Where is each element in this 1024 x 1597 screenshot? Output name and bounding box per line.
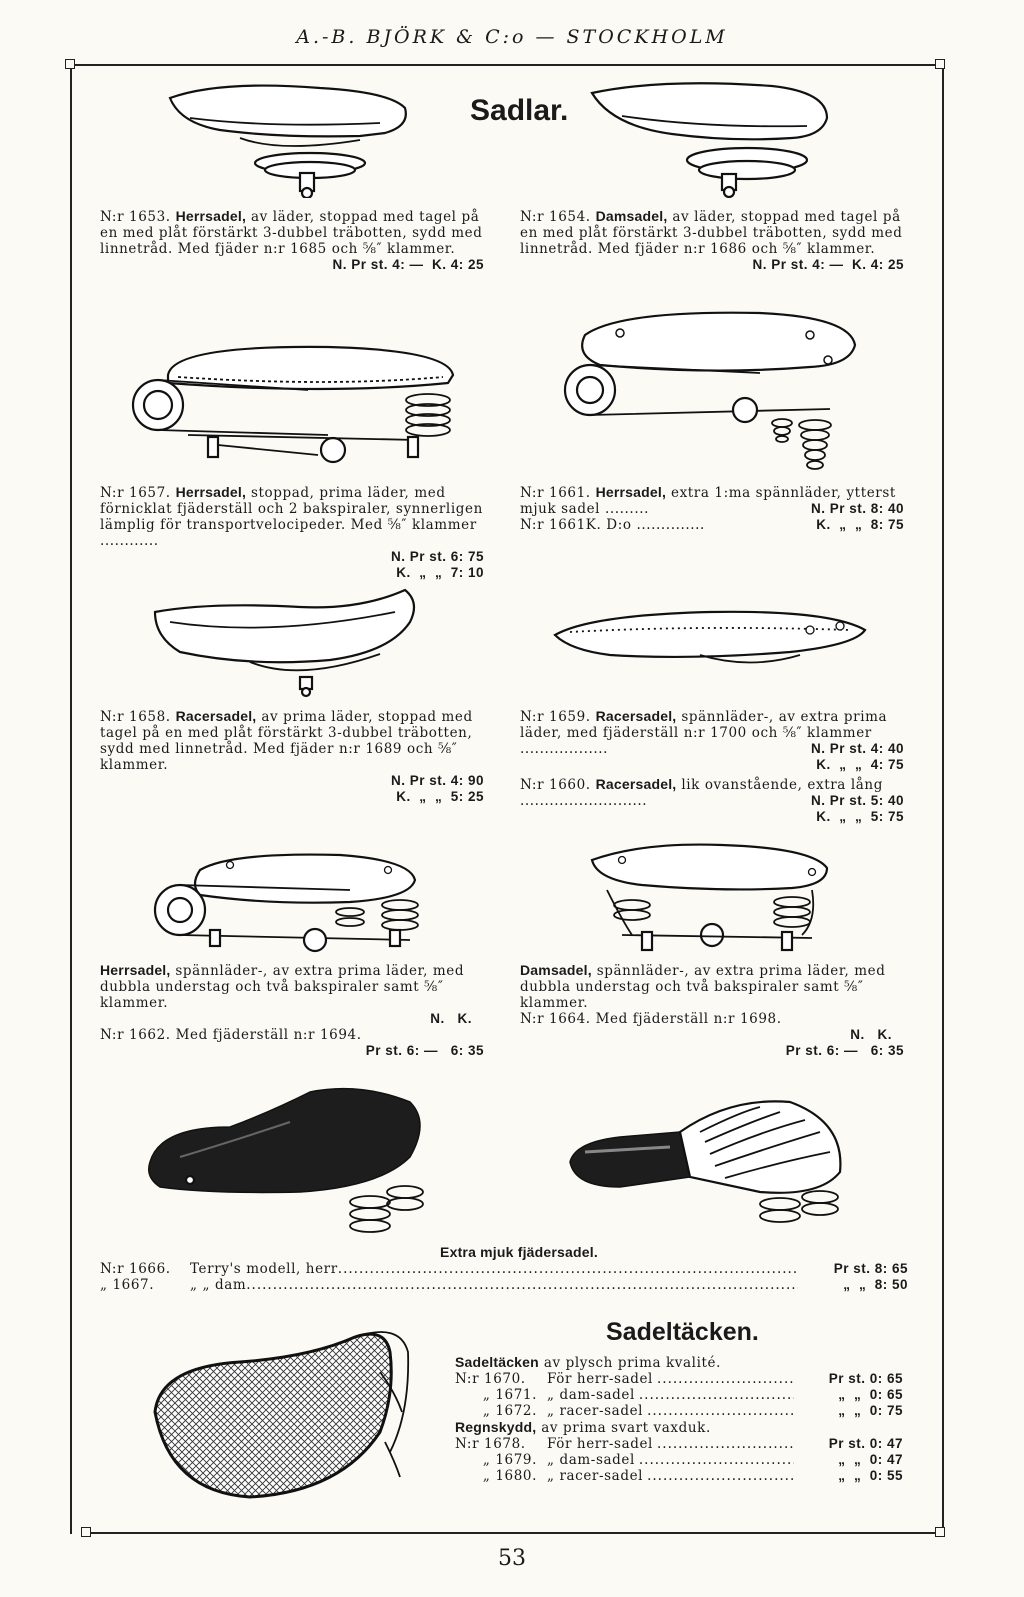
product-name: Herrsadel,: [175, 208, 247, 224]
product-price: N. Pr st. 5: 40: [810, 793, 904, 808]
product-price: Pr st. 6: — 6: 35: [785, 1043, 904, 1058]
product-name: Racersadel,: [595, 776, 677, 792]
frame-corner: [81, 1527, 91, 1537]
row-price: „ „ 0: 55: [838, 1468, 903, 1483]
page-header: A.-B. BJÖRK & C:o — STOCKHOLM: [296, 26, 728, 48]
extra-row-1666: [100, 1261, 908, 1277]
cover-row-1670: [455, 1371, 907, 1387]
product-price-k: K. „ „ 8: 75: [816, 517, 904, 532]
frame-corner: [935, 59, 945, 69]
row-price: „ „ 0: 65: [838, 1387, 903, 1402]
product-price-k: K. „ „ 5: 25: [396, 789, 484, 804]
row-nr: „ 1667.: [100, 1277, 155, 1293]
product-desc: av läder, stoppad med tagel på en med plåt förstärkt 3-dubbel träbotten, sydd med linnetråd. Med fjäder n:r 1685 och ⅝″ klammer.: [100, 209, 483, 257]
row-desc: „ „ dam: [190, 1277, 247, 1293]
row-nr: N:r 1666.: [100, 1261, 171, 1277]
covers-group2-head: Regnskydd,: [455, 1419, 537, 1435]
row-nr: „ 1671.: [482, 1387, 537, 1403]
product-1660: [520, 776, 904, 825]
product-desc: stoppad, prima läder, med förnicklat fjäderställ och 2 bakspiraler, synnerligen lämplig för transportvelocipeder. Med ⅝″ klammer ............: [100, 485, 483, 549]
row-desc: För herr-sadel: [547, 1371, 653, 1387]
cover-row-1679: [455, 1452, 907, 1468]
frame-corner: [935, 1527, 945, 1537]
product-name: Racersadel,: [595, 708, 677, 724]
page-number: 53: [498, 1546, 526, 1571]
product-price: N. Pr st. 4: — K. 4: 25: [752, 257, 904, 272]
product-desc: spännläder-, av extra prima läder, med dubbla understag och två bakspiraler samt ⅝″ klammer.: [520, 963, 886, 1011]
product-desc: spännläder-, av extra prima läder, med dubbla understag och två bakspiraler samt ⅝″ klammer.: [100, 963, 465, 1011]
covers-group1-desc: av plysch prima kvalité.: [543, 1355, 722, 1371]
product-nr: N:r 1658.: [100, 709, 171, 725]
product-price: N. Pr st. 4: — K. 4: 25: [332, 257, 484, 272]
covers-title: Sadeltäcken.: [606, 1318, 759, 1346]
frame-corner: [65, 59, 75, 69]
cover-row-1672: [455, 1403, 907, 1419]
product-price-k: K. „ „ 4: 75: [816, 757, 904, 772]
row-nr: N:r 1670.: [455, 1371, 526, 1387]
row-price: „ „ 8: 50: [843, 1277, 908, 1292]
product-price-k: K. „ „ 5: 75: [816, 809, 904, 824]
product-desc-k: D:o ..............: [606, 517, 705, 533]
row-desc: „ dam-sadel: [547, 1387, 635, 1403]
row-nr: „ 1680.: [482, 1468, 537, 1484]
saddle-1664-illustration: [582, 840, 842, 960]
row-desc: Terry's modell, herr: [190, 1261, 338, 1277]
row-nr: N:r 1678.: [455, 1436, 526, 1452]
product-1661: [520, 484, 904, 533]
covers-group1-head: Sadeltäcken: [455, 1354, 539, 1370]
product-name: Herrsadel,: [100, 962, 171, 978]
product-name: Herrsadel,: [175, 484, 247, 500]
terry-saddle-herr-illustration: [140, 1082, 440, 1247]
product-nr: N:r 1657.: [100, 485, 171, 501]
row-nr: „ 1679.: [482, 1452, 537, 1468]
terry-saddle-dam-illustration: [560, 1092, 860, 1242]
product-price-k: K. „ „ 7: 10: [396, 565, 484, 580]
extra-soft-section: [100, 1244, 908, 1293]
product-1657: [100, 484, 484, 581]
product-1653: [100, 208, 484, 273]
product-nr: N:r 1654.: [520, 209, 591, 225]
row-nr: „ 1672.: [482, 1403, 537, 1419]
product-nr: N:r 1664.: [520, 1011, 591, 1027]
covers-group2-desc: av prima svart vaxduk.: [541, 1420, 711, 1436]
product-desc: lik ovanstående, extra lång ..........................: [520, 777, 883, 809]
saddle-1653-illustration: [160, 78, 420, 198]
product-name: Racersadel,: [175, 708, 257, 724]
product-name: Herrsadel,: [595, 484, 667, 500]
cover-row-1678: [455, 1436, 907, 1452]
row-price: „ „ 0: 47: [838, 1452, 903, 1467]
saddle-1657-illustration: [128, 325, 468, 475]
row-desc: „ racer-sadel: [547, 1403, 644, 1419]
saddle-1662-illustration: [150, 850, 440, 960]
product-desc-2: Med fjäderställ n:r 1698.: [595, 1011, 782, 1027]
product-nr: N:r 1662.: [100, 1027, 171, 1043]
saddle-1659-illustration: [550, 600, 870, 680]
row-price: Pr st. 0: 65: [828, 1371, 903, 1386]
product-1654: [520, 208, 904, 273]
product-name: Damsadel,: [595, 208, 668, 224]
product-1662: [100, 962, 484, 1059]
row-price: Pr st. 8: 65: [833, 1261, 908, 1276]
saddle-1658-illustration: [150, 582, 420, 702]
covers-table: [455, 1354, 907, 1484]
product-desc: av prima läder, stoppad med tagel på en med plåt förstärkt 3-dubbel träbotten, sydd med linnetråd. Med fjäder n:r 1689 och ⅝″ klammer.: [100, 709, 473, 773]
row-desc: „ dam-sadel: [547, 1452, 635, 1468]
cover-row-1671: [455, 1387, 907, 1403]
product-price: N. Pr st. 4: 40: [810, 741, 904, 756]
product-price: Pr st. 6: — 6: 35: [365, 1043, 484, 1058]
row-price: „ „ 0: 75: [838, 1403, 903, 1418]
product-desc: spännläder-, av extra prima läder, med fjäderställ n:r 1700 och ⅝″ klammer ..................: [520, 709, 888, 757]
extra-row-1667: [100, 1277, 908, 1293]
product-1658: [100, 708, 484, 805]
page-frame-bottom: [86, 1532, 940, 1534]
extra-title: Extra mjuk fjädersadel.: [440, 1244, 598, 1260]
product-price: N. Pr st. 4: 90: [390, 773, 484, 788]
product-price: N. Pr st. 6: 75: [390, 549, 484, 564]
product-desc: extra 1:ma spännläder, ytterst mjuk sadel .........: [520, 485, 896, 517]
product-nr: N:r 1661.: [520, 485, 591, 501]
price-columns: N. K.: [850, 1027, 892, 1042]
product-nr: N:r 1659.: [520, 709, 591, 725]
product-nr-k: N:r 1661K.: [520, 517, 602, 533]
product-name: Damsadel,: [520, 962, 592, 978]
product-desc: av läder, stoppad med tagel på en med plåt förstärkt 3-dubbel träbotten, sydd med linnetråd. Med fjäder n:r 1686 och ⅝″ klammer.: [520, 209, 903, 257]
product-nr: N:r 1653.: [100, 209, 171, 225]
row-desc: För herr-sadel: [547, 1436, 653, 1452]
product-nr: N:r 1660.: [520, 777, 591, 793]
cover-row-1680: [455, 1468, 907, 1484]
product-1664: [520, 962, 904, 1059]
saddle-1661-illustration: [560, 305, 860, 480]
price-columns: N. K.: [430, 1011, 472, 1026]
section-title: Sadlar.: [470, 94, 569, 127]
saddle-1654-illustration: [582, 78, 842, 198]
row-price: Pr st. 0: 47: [828, 1436, 903, 1451]
product-desc-2: Med fjäderställ n:r 1694.: [175, 1027, 362, 1043]
saddle-cover-illustration: [140, 1312, 430, 1512]
product-price: N. Pr st. 8: 40: [810, 501, 904, 516]
row-desc: „ racer-sadel: [547, 1468, 644, 1484]
product-1659: [520, 708, 904, 773]
